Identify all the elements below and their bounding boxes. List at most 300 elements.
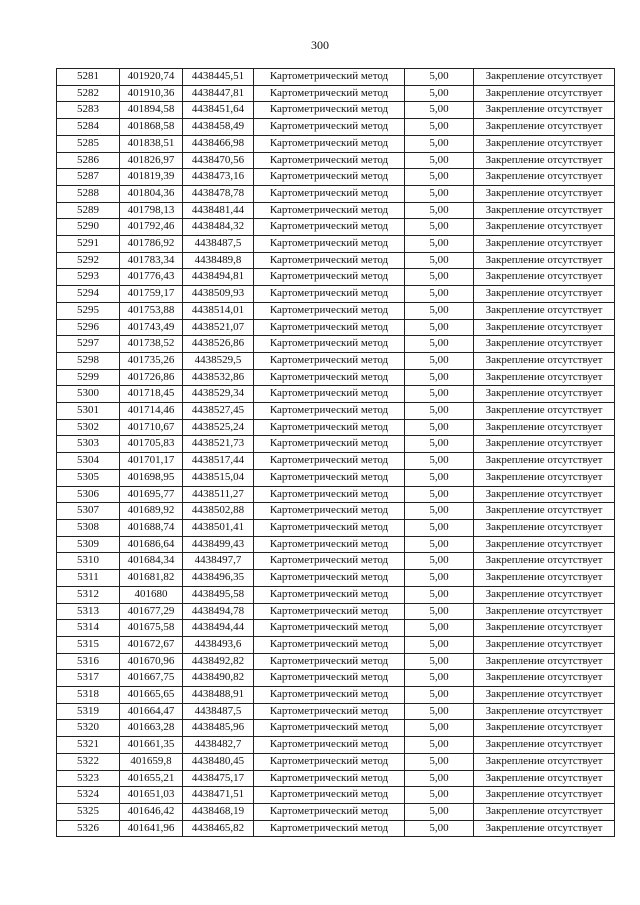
- y-coordinate-cell: 4438511,27: [183, 486, 254, 503]
- method-cell: Картометрический метод: [254, 169, 405, 186]
- y-coordinate-cell: 4438532,86: [183, 369, 254, 386]
- fixing-description-cell: Закрепление отсутствует: [474, 319, 615, 336]
- fixing-description-cell: Закрепление отсутствует: [474, 653, 615, 670]
- accuracy-cell: 5,00: [405, 369, 474, 386]
- x-coordinate-cell: 401677,29: [120, 603, 183, 620]
- x-coordinate-cell: 401759,17: [120, 286, 183, 303]
- x-coordinate-cell: 401646,42: [120, 803, 183, 820]
- y-coordinate-cell: 4438521,73: [183, 436, 254, 453]
- y-coordinate-cell: 4438494,44: [183, 620, 254, 637]
- point-number-cell: 5313: [57, 603, 120, 620]
- y-coordinate-cell: 4438502,88: [183, 503, 254, 520]
- y-coordinate-cell: 4438497,7: [183, 553, 254, 570]
- x-coordinate-cell: 401705,83: [120, 436, 183, 453]
- y-coordinate-cell: 4438475,17: [183, 770, 254, 787]
- accuracy-cell: 5,00: [405, 336, 474, 353]
- fixing-description-cell: Закрепление отсутствует: [474, 269, 615, 286]
- point-number-cell: 5325: [57, 803, 120, 820]
- accuracy-cell: 5,00: [405, 85, 474, 102]
- y-coordinate-cell: 4438526,86: [183, 336, 254, 353]
- table-row: [57, 252, 615, 269]
- y-coordinate-cell: 4438480,45: [183, 753, 254, 770]
- table-row: [57, 770, 615, 787]
- x-coordinate-cell: 401792,46: [120, 219, 183, 236]
- table-row: [57, 319, 615, 336]
- method-cell: Картометрический метод: [254, 302, 405, 319]
- x-coordinate-cell: 401655,21: [120, 770, 183, 787]
- method-cell: Картометрический метод: [254, 219, 405, 236]
- accuracy-cell: 5,00: [405, 169, 474, 186]
- table-row: [57, 119, 615, 136]
- fixing-description-cell: Закрепление отсутствует: [474, 352, 615, 369]
- fixing-description-cell: Закрепление отсутствует: [474, 135, 615, 152]
- x-coordinate-cell: 401659,8: [120, 753, 183, 770]
- method-cell: Картометрический метод: [254, 720, 405, 737]
- fixing-description-cell: Закрепление отсутствует: [474, 720, 615, 737]
- accuracy-cell: 5,00: [405, 720, 474, 737]
- y-coordinate-cell: 4438501,41: [183, 519, 254, 536]
- fixing-description-cell: Закрепление отсутствует: [474, 803, 615, 820]
- fixing-description-cell: Закрепление отсутствует: [474, 252, 615, 269]
- table-row: [57, 102, 615, 119]
- accuracy-cell: 5,00: [405, 653, 474, 670]
- method-cell: Картометрический метод: [254, 69, 405, 86]
- table-row: [57, 269, 615, 286]
- x-coordinate-cell: 401641,96: [120, 820, 183, 837]
- page-number: 300: [311, 38, 329, 52]
- y-coordinate-cell: 4438494,81: [183, 269, 254, 286]
- accuracy-cell: 5,00: [405, 753, 474, 770]
- fixing-description-cell: Закрепление отсутствует: [474, 169, 615, 186]
- point-number-cell: 5305: [57, 469, 120, 486]
- fixing-description-cell: Закрепление отсутствует: [474, 586, 615, 603]
- y-coordinate-cell: 4438515,04: [183, 469, 254, 486]
- fixing-description-cell: Закрепление отсутствует: [474, 419, 615, 436]
- table-row: [57, 803, 615, 820]
- method-cell: Картометрический метод: [254, 670, 405, 687]
- point-number-cell: 5288: [57, 185, 120, 202]
- accuracy-cell: 5,00: [405, 469, 474, 486]
- fixing-description-cell: Закрепление отсутствует: [474, 753, 615, 770]
- method-cell: Картометрический метод: [254, 753, 405, 770]
- fixing-description-cell: Закрепление отсутствует: [474, 102, 615, 119]
- method-cell: Картометрический метод: [254, 319, 405, 336]
- x-coordinate-cell: 401665,65: [120, 687, 183, 704]
- table-row: [57, 202, 615, 219]
- y-coordinate-cell: 4438493,6: [183, 636, 254, 653]
- x-coordinate-cell: 401681,82: [120, 570, 183, 587]
- accuracy-cell: 5,00: [405, 770, 474, 787]
- point-number-cell: 5324: [57, 787, 120, 804]
- fixing-description-cell: Закрепление отсутствует: [474, 302, 615, 319]
- table-row: [57, 403, 615, 420]
- table-row: [57, 219, 615, 236]
- table-row: [57, 653, 615, 670]
- y-coordinate-cell: 4438521,07: [183, 319, 254, 336]
- method-cell: Картометрический метод: [254, 386, 405, 403]
- accuracy-cell: 5,00: [405, 670, 474, 687]
- point-number-cell: 5312: [57, 586, 120, 603]
- method-cell: Картометрический метод: [254, 653, 405, 670]
- table-row: [57, 185, 615, 202]
- method-cell: Картометрический метод: [254, 352, 405, 369]
- table-row: [57, 636, 615, 653]
- y-coordinate-cell: 4438447,81: [183, 85, 254, 102]
- accuracy-cell: 5,00: [405, 803, 474, 820]
- method-cell: Картометрический метод: [254, 236, 405, 253]
- x-coordinate-cell: 401663,28: [120, 720, 183, 737]
- point-number-cell: 5299: [57, 369, 120, 386]
- x-coordinate-cell: 401838,51: [120, 135, 183, 152]
- accuracy-cell: 5,00: [405, 436, 474, 453]
- table-row: [57, 519, 615, 536]
- point-number-cell: 5286: [57, 152, 120, 169]
- accuracy-cell: 5,00: [405, 486, 474, 503]
- method-cell: Картометрический метод: [254, 135, 405, 152]
- y-coordinate-cell: 4438527,45: [183, 403, 254, 420]
- accuracy-cell: 5,00: [405, 252, 474, 269]
- accuracy-cell: 5,00: [405, 553, 474, 570]
- method-cell: Картометрический метод: [254, 252, 405, 269]
- accuracy-cell: 5,00: [405, 185, 474, 202]
- x-coordinate-cell: 401670,96: [120, 653, 183, 670]
- y-coordinate-cell: 4438494,78: [183, 603, 254, 620]
- point-number-cell: 5306: [57, 486, 120, 503]
- method-cell: Картометрический метод: [254, 419, 405, 436]
- accuracy-cell: 5,00: [405, 687, 474, 704]
- point-number-cell: 5311: [57, 570, 120, 587]
- table-row: [57, 737, 615, 754]
- x-coordinate-cell: 401680: [120, 586, 183, 603]
- accuracy-cell: 5,00: [405, 570, 474, 587]
- point-number-cell: 5297: [57, 336, 120, 353]
- method-cell: Картометрический метод: [254, 603, 405, 620]
- accuracy-cell: 5,00: [405, 69, 474, 86]
- table-row: [57, 436, 615, 453]
- method-cell: Картометрический метод: [254, 202, 405, 219]
- method-cell: Картометрический метод: [254, 820, 405, 837]
- point-number-cell: 5315: [57, 636, 120, 653]
- x-coordinate-cell: 401710,67: [120, 419, 183, 436]
- x-coordinate-cell: 401910,36: [120, 85, 183, 102]
- fixing-description-cell: Закрепление отсутствует: [474, 369, 615, 386]
- accuracy-cell: 5,00: [405, 419, 474, 436]
- y-coordinate-cell: 4438458,49: [183, 119, 254, 136]
- y-coordinate-cell: 4438473,16: [183, 169, 254, 186]
- fixing-description-cell: Закрепление отсутствует: [474, 737, 615, 754]
- fixing-description-cell: Закрепление отсутствует: [474, 85, 615, 102]
- method-cell: Картометрический метод: [254, 185, 405, 202]
- coordinates-table: [56, 68, 615, 837]
- fixing-description-cell: Закрепление отсутствует: [474, 486, 615, 503]
- method-cell: Картометрический метод: [254, 636, 405, 653]
- method-cell: Картометрический метод: [254, 586, 405, 603]
- accuracy-cell: 5,00: [405, 787, 474, 804]
- point-number-cell: 5326: [57, 820, 120, 837]
- fixing-description-cell: Закрепление отсутствует: [474, 386, 615, 403]
- point-number-cell: 5291: [57, 236, 120, 253]
- point-number-cell: 5309: [57, 536, 120, 553]
- table-row: [57, 820, 615, 837]
- point-number-cell: 5316: [57, 653, 120, 670]
- y-coordinate-cell: 4438499,43: [183, 536, 254, 553]
- x-coordinate-cell: 401804,36: [120, 185, 183, 202]
- table-row: [57, 486, 615, 503]
- accuracy-cell: 5,00: [405, 453, 474, 470]
- method-cell: Картометрический метод: [254, 269, 405, 286]
- point-number-cell: 5304: [57, 453, 120, 470]
- x-coordinate-cell: 401695,77: [120, 486, 183, 503]
- accuracy-cell: 5,00: [405, 286, 474, 303]
- x-coordinate-cell: 401920,74: [120, 69, 183, 86]
- point-number-cell: 5314: [57, 620, 120, 637]
- method-cell: Картометрический метод: [254, 336, 405, 353]
- point-number-cell: 5284: [57, 119, 120, 136]
- fixing-description-cell: Закрепление отсутствует: [474, 152, 615, 169]
- y-coordinate-cell: 4438529,34: [183, 386, 254, 403]
- point-number-cell: 5290: [57, 219, 120, 236]
- method-cell: Картометрический метод: [254, 436, 405, 453]
- x-coordinate-cell: 401688,74: [120, 519, 183, 536]
- table-row: [57, 85, 615, 102]
- accuracy-cell: 5,00: [405, 152, 474, 169]
- fixing-description-cell: Закрепление отсутствует: [474, 202, 615, 219]
- point-number-cell: 5302: [57, 419, 120, 436]
- method-cell: Картометрический метод: [254, 737, 405, 754]
- fixing-description-cell: Закрепление отсутствует: [474, 403, 615, 420]
- fixing-description-cell: Закрепление отсутствует: [474, 670, 615, 687]
- method-cell: Картометрический метод: [254, 703, 405, 720]
- accuracy-cell: 5,00: [405, 236, 474, 253]
- table-row: [57, 620, 615, 637]
- y-coordinate-cell: 4438529,5: [183, 352, 254, 369]
- x-coordinate-cell: 401819,39: [120, 169, 183, 186]
- accuracy-cell: 5,00: [405, 119, 474, 136]
- point-number-cell: 5293: [57, 269, 120, 286]
- x-coordinate-cell: 401718,45: [120, 386, 183, 403]
- y-coordinate-cell: 4438465,82: [183, 820, 254, 837]
- method-cell: Картометрический метод: [254, 687, 405, 704]
- fixing-description-cell: Закрепление отсутствует: [474, 770, 615, 787]
- fixing-description-cell: Закрепление отсутствует: [474, 553, 615, 570]
- fixing-description-cell: Закрепление отсутствует: [474, 570, 615, 587]
- method-cell: Картометрический метод: [254, 102, 405, 119]
- x-coordinate-cell: 401726,86: [120, 369, 183, 386]
- method-cell: Картометрический метод: [254, 403, 405, 420]
- fixing-description-cell: Закрепление отсутствует: [474, 453, 615, 470]
- fixing-description-cell: Закрепление отсутствует: [474, 503, 615, 520]
- table-row: [57, 419, 615, 436]
- point-number-cell: 5295: [57, 302, 120, 319]
- x-coordinate-cell: 401661,35: [120, 737, 183, 754]
- x-coordinate-cell: 401735,26: [120, 352, 183, 369]
- y-coordinate-cell: 4438470,56: [183, 152, 254, 169]
- accuracy-cell: 5,00: [405, 620, 474, 637]
- x-coordinate-cell: 401776,43: [120, 269, 183, 286]
- method-cell: Картометрический метод: [254, 620, 405, 637]
- fixing-description-cell: Закрепление отсутствует: [474, 636, 615, 653]
- method-cell: Картометрический метод: [254, 486, 405, 503]
- point-number-cell: 5282: [57, 85, 120, 102]
- accuracy-cell: 5,00: [405, 737, 474, 754]
- accuracy-cell: 5,00: [405, 302, 474, 319]
- x-coordinate-cell: 401714,46: [120, 403, 183, 420]
- accuracy-cell: 5,00: [405, 503, 474, 520]
- fixing-description-cell: Закрепление отсутствует: [474, 620, 615, 637]
- x-coordinate-cell: 401664,47: [120, 703, 183, 720]
- table-row: [57, 586, 615, 603]
- point-number-cell: 5301: [57, 403, 120, 420]
- fixing-description-cell: Закрепление отсутствует: [474, 286, 615, 303]
- table-row: [57, 536, 615, 553]
- method-cell: Картометрический метод: [254, 570, 405, 587]
- fixing-description-cell: Закрепление отсутствует: [474, 436, 615, 453]
- x-coordinate-cell: 401672,67: [120, 636, 183, 653]
- table-row: [57, 369, 615, 386]
- y-coordinate-cell: 4438466,98: [183, 135, 254, 152]
- x-coordinate-cell: 401868,58: [120, 119, 183, 136]
- table-row: [57, 553, 615, 570]
- point-number-cell: 5322: [57, 753, 120, 770]
- point-number-cell: 5289: [57, 202, 120, 219]
- point-number-cell: 5320: [57, 720, 120, 737]
- accuracy-cell: 5,00: [405, 636, 474, 653]
- accuracy-cell: 5,00: [405, 386, 474, 403]
- table-row: [57, 169, 615, 186]
- point-number-cell: 5307: [57, 503, 120, 520]
- fixing-description-cell: Закрепление отсутствует: [474, 336, 615, 353]
- fixing-description-cell: Закрепление отсутствует: [474, 787, 615, 804]
- y-coordinate-cell: 4438492,82: [183, 653, 254, 670]
- accuracy-cell: 5,00: [405, 219, 474, 236]
- accuracy-cell: 5,00: [405, 586, 474, 603]
- point-number-cell: 5281: [57, 69, 120, 86]
- table-row: [57, 570, 615, 587]
- table-row: [57, 687, 615, 704]
- fixing-description-cell: Закрепление отсутствует: [474, 519, 615, 536]
- y-coordinate-cell: 4438514,01: [183, 302, 254, 319]
- y-coordinate-cell: 4438489,8: [183, 252, 254, 269]
- fixing-description-cell: Закрепление отсутствует: [474, 687, 615, 704]
- accuracy-cell: 5,00: [405, 269, 474, 286]
- accuracy-cell: 5,00: [405, 135, 474, 152]
- table-row: [57, 469, 615, 486]
- table-row: [57, 787, 615, 804]
- x-coordinate-cell: 401743,49: [120, 319, 183, 336]
- fixing-description-cell: Закрепление отсутствует: [474, 219, 615, 236]
- table-row: [57, 603, 615, 620]
- y-coordinate-cell: 4438495,58: [183, 586, 254, 603]
- accuracy-cell: 5,00: [405, 319, 474, 336]
- table-row: [57, 753, 615, 770]
- x-coordinate-cell: 401675,58: [120, 620, 183, 637]
- table-row: [57, 152, 615, 169]
- x-coordinate-cell: 401689,92: [120, 503, 183, 520]
- table-row: [57, 386, 615, 403]
- y-coordinate-cell: 4438488,91: [183, 687, 254, 704]
- x-coordinate-cell: 401826,97: [120, 152, 183, 169]
- fixing-description-cell: Закрепление отсутствует: [474, 469, 615, 486]
- point-number-cell: 5321: [57, 737, 120, 754]
- table-row: [57, 703, 615, 720]
- x-coordinate-cell: 401798,13: [120, 202, 183, 219]
- method-cell: Картометрический метод: [254, 503, 405, 520]
- y-coordinate-cell: 4438496,35: [183, 570, 254, 587]
- method-cell: Картометрический метод: [254, 286, 405, 303]
- method-cell: Картометрический метод: [254, 152, 405, 169]
- y-coordinate-cell: 4438485,96: [183, 720, 254, 737]
- point-number-cell: 5318: [57, 687, 120, 704]
- table-row: [57, 336, 615, 353]
- accuracy-cell: 5,00: [405, 703, 474, 720]
- fixing-description-cell: Закрепление отсутствует: [474, 703, 615, 720]
- point-number-cell: 5287: [57, 169, 120, 186]
- method-cell: Картометрический метод: [254, 119, 405, 136]
- x-coordinate-cell: 401651,03: [120, 787, 183, 804]
- fixing-description-cell: Закрепление отсутствует: [474, 236, 615, 253]
- point-number-cell: 5285: [57, 135, 120, 152]
- y-coordinate-cell: 4438517,44: [183, 453, 254, 470]
- y-coordinate-cell: 4438445,51: [183, 69, 254, 86]
- table-row: [57, 236, 615, 253]
- y-coordinate-cell: 4438509,93: [183, 286, 254, 303]
- accuracy-cell: 5,00: [405, 403, 474, 420]
- method-cell: Картометрический метод: [254, 85, 405, 102]
- method-cell: Картометрический метод: [254, 469, 405, 486]
- table-body: [57, 69, 615, 837]
- x-coordinate-cell: 401698,95: [120, 469, 183, 486]
- point-number-cell: 5319: [57, 703, 120, 720]
- y-coordinate-cell: 4438525,24: [183, 419, 254, 436]
- x-coordinate-cell: 401783,34: [120, 252, 183, 269]
- x-coordinate-cell: 401686,64: [120, 536, 183, 553]
- point-number-cell: 5317: [57, 670, 120, 687]
- method-cell: Картометрический метод: [254, 803, 405, 820]
- x-coordinate-cell: 401667,75: [120, 670, 183, 687]
- point-number-cell: 5303: [57, 436, 120, 453]
- accuracy-cell: 5,00: [405, 352, 474, 369]
- y-coordinate-cell: 4438490,82: [183, 670, 254, 687]
- method-cell: Картометрический метод: [254, 770, 405, 787]
- method-cell: Картометрический метод: [254, 369, 405, 386]
- fixing-description-cell: Закрепление отсутствует: [474, 603, 615, 620]
- x-coordinate-cell: 401738,52: [120, 336, 183, 353]
- accuracy-cell: 5,00: [405, 102, 474, 119]
- fixing-description-cell: Закрепление отсутствует: [474, 69, 615, 86]
- method-cell: Картометрический метод: [254, 453, 405, 470]
- table-row: [57, 720, 615, 737]
- table-row: [57, 453, 615, 470]
- method-cell: Картометрический метод: [254, 536, 405, 553]
- point-number-cell: 5310: [57, 553, 120, 570]
- method-cell: Картометрический метод: [254, 787, 405, 804]
- point-number-cell: 5323: [57, 770, 120, 787]
- point-number-cell: 5298: [57, 352, 120, 369]
- y-coordinate-cell: 4438468,19: [183, 803, 254, 820]
- x-coordinate-cell: 401684,34: [120, 553, 183, 570]
- point-number-cell: 5292: [57, 252, 120, 269]
- accuracy-cell: 5,00: [405, 519, 474, 536]
- fixing-description-cell: Закрепление отсутствует: [474, 536, 615, 553]
- accuracy-cell: 5,00: [405, 536, 474, 553]
- x-coordinate-cell: 401701,17: [120, 453, 183, 470]
- y-coordinate-cell: 4438481,44: [183, 202, 254, 219]
- x-coordinate-cell: 401894,58: [120, 102, 183, 119]
- y-coordinate-cell: 4438487,5: [183, 236, 254, 253]
- x-coordinate-cell: 401786,92: [120, 236, 183, 253]
- fixing-description-cell: Закрепление отсутствует: [474, 820, 615, 837]
- point-number-cell: 5308: [57, 519, 120, 536]
